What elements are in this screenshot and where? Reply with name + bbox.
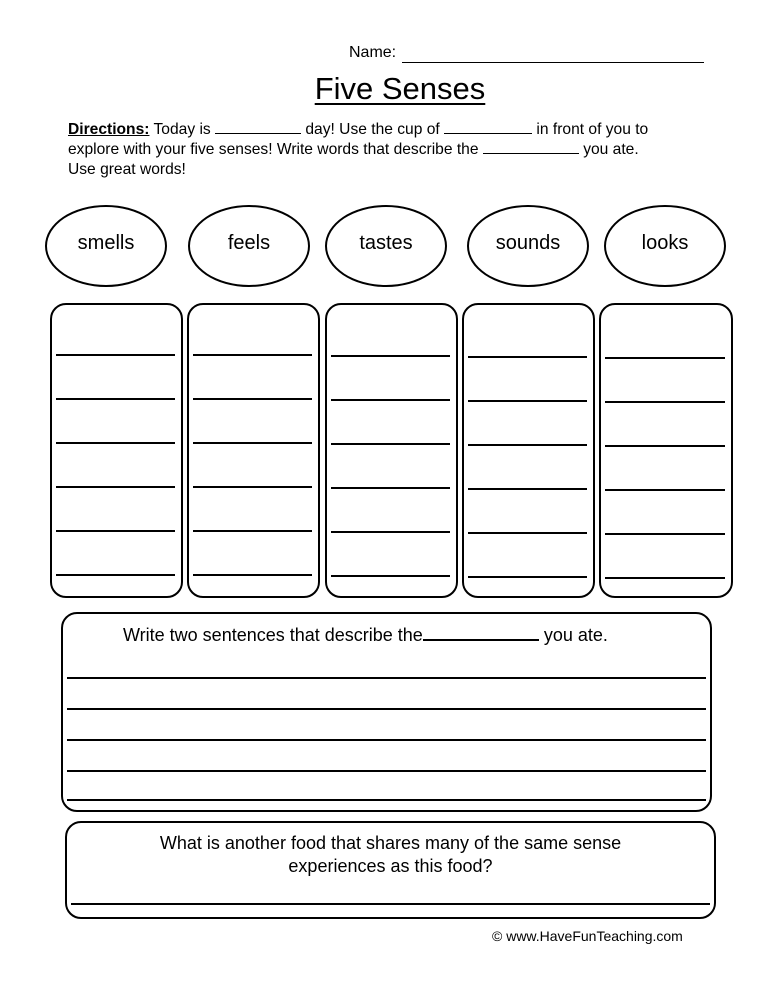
sense-label: smells [77, 232, 135, 254]
writing-line[interactable] [56, 398, 175, 400]
sense-label: looks [641, 232, 689, 254]
writing-line[interactable] [331, 355, 450, 357]
sense-label: feels [227, 232, 271, 254]
copyright-text: © www.HaveFunTeaching.com [492, 928, 683, 944]
writing-line[interactable] [605, 357, 725, 359]
smells-writing-box [50, 303, 183, 598]
writing-line[interactable] [605, 577, 725, 579]
name-label: Name: [349, 44, 397, 61]
writing-line[interactable] [468, 488, 587, 490]
sentences-prompt [123, 625, 608, 646]
food-name-blank[interactable] [423, 625, 539, 641]
sounds-writing-box [462, 303, 595, 598]
cup-blank[interactable] [444, 121, 532, 134]
writing-line[interactable] [605, 533, 725, 535]
day-blank[interactable] [215, 121, 301, 134]
directions [68, 120, 748, 180]
writing-line[interactable] [468, 356, 587, 358]
directions-text: you ate. [578, 141, 639, 158]
food-question [67, 832, 714, 878]
writing-line[interactable] [605, 401, 725, 403]
page-title: Five Senses [314, 71, 486, 106]
name-field[interactable] [402, 62, 704, 63]
writing-line[interactable] [331, 399, 450, 401]
directions-text: in front of you to [532, 121, 649, 138]
writing-line[interactable] [468, 576, 587, 578]
writing-line[interactable] [193, 442, 312, 444]
directions-text: Use great words! [68, 161, 186, 178]
writing-line[interactable] [193, 354, 312, 356]
sense-label: tastes [359, 232, 413, 254]
looks-writing-box [599, 303, 733, 598]
writing-line[interactable] [468, 444, 587, 446]
sense-oval-looks [604, 205, 726, 287]
writing-line[interactable] [605, 445, 725, 447]
writing-line[interactable] [56, 574, 175, 576]
sentences-box [61, 612, 712, 812]
writing-line[interactable] [193, 530, 312, 532]
tastes-writing-box [325, 303, 458, 598]
sense-oval-smells [45, 205, 167, 287]
writing-line[interactable] [331, 531, 450, 533]
writing-line[interactable] [331, 575, 450, 577]
sentence-line[interactable] [67, 770, 706, 772]
directions-label: Directions: [68, 121, 150, 138]
directions-text: explore with your five senses! Write words that describe the [68, 141, 483, 158]
writing-line[interactable] [605, 489, 725, 491]
writing-line[interactable] [56, 354, 175, 356]
writing-line[interactable] [331, 443, 450, 445]
sense-oval-tastes [325, 205, 447, 287]
sentence-line[interactable] [67, 739, 706, 741]
sense-oval-sounds [467, 205, 589, 287]
writing-line[interactable] [56, 442, 175, 444]
directions-text: Today is [149, 121, 216, 138]
prompt-text: Write two sentences that describe the [123, 625, 423, 645]
sense-oval-feels [188, 205, 310, 287]
feels-writing-box [187, 303, 320, 598]
writing-line[interactable] [56, 530, 175, 532]
writing-line[interactable] [193, 486, 312, 488]
sense-label: sounds [495, 232, 561, 254]
directions-text: day! Use the cup of [301, 121, 445, 138]
writing-line[interactable] [56, 486, 175, 488]
question-line-1: What is another food that shares many of the same sense [159, 833, 622, 853]
prompt-text: you ate. [538, 625, 608, 645]
writing-line[interactable] [468, 532, 587, 534]
sentence-line[interactable] [67, 708, 706, 710]
writing-line[interactable] [193, 574, 312, 576]
answer-line[interactable] [71, 903, 710, 905]
sentence-line[interactable] [67, 677, 706, 679]
question-line-2: experiences as this food? [288, 856, 493, 876]
writing-line[interactable] [468, 400, 587, 402]
writing-line[interactable] [331, 487, 450, 489]
food-blank[interactable] [483, 141, 579, 154]
food-question-box [65, 821, 716, 919]
sentence-line[interactable] [67, 799, 706, 801]
writing-line[interactable] [193, 398, 312, 400]
